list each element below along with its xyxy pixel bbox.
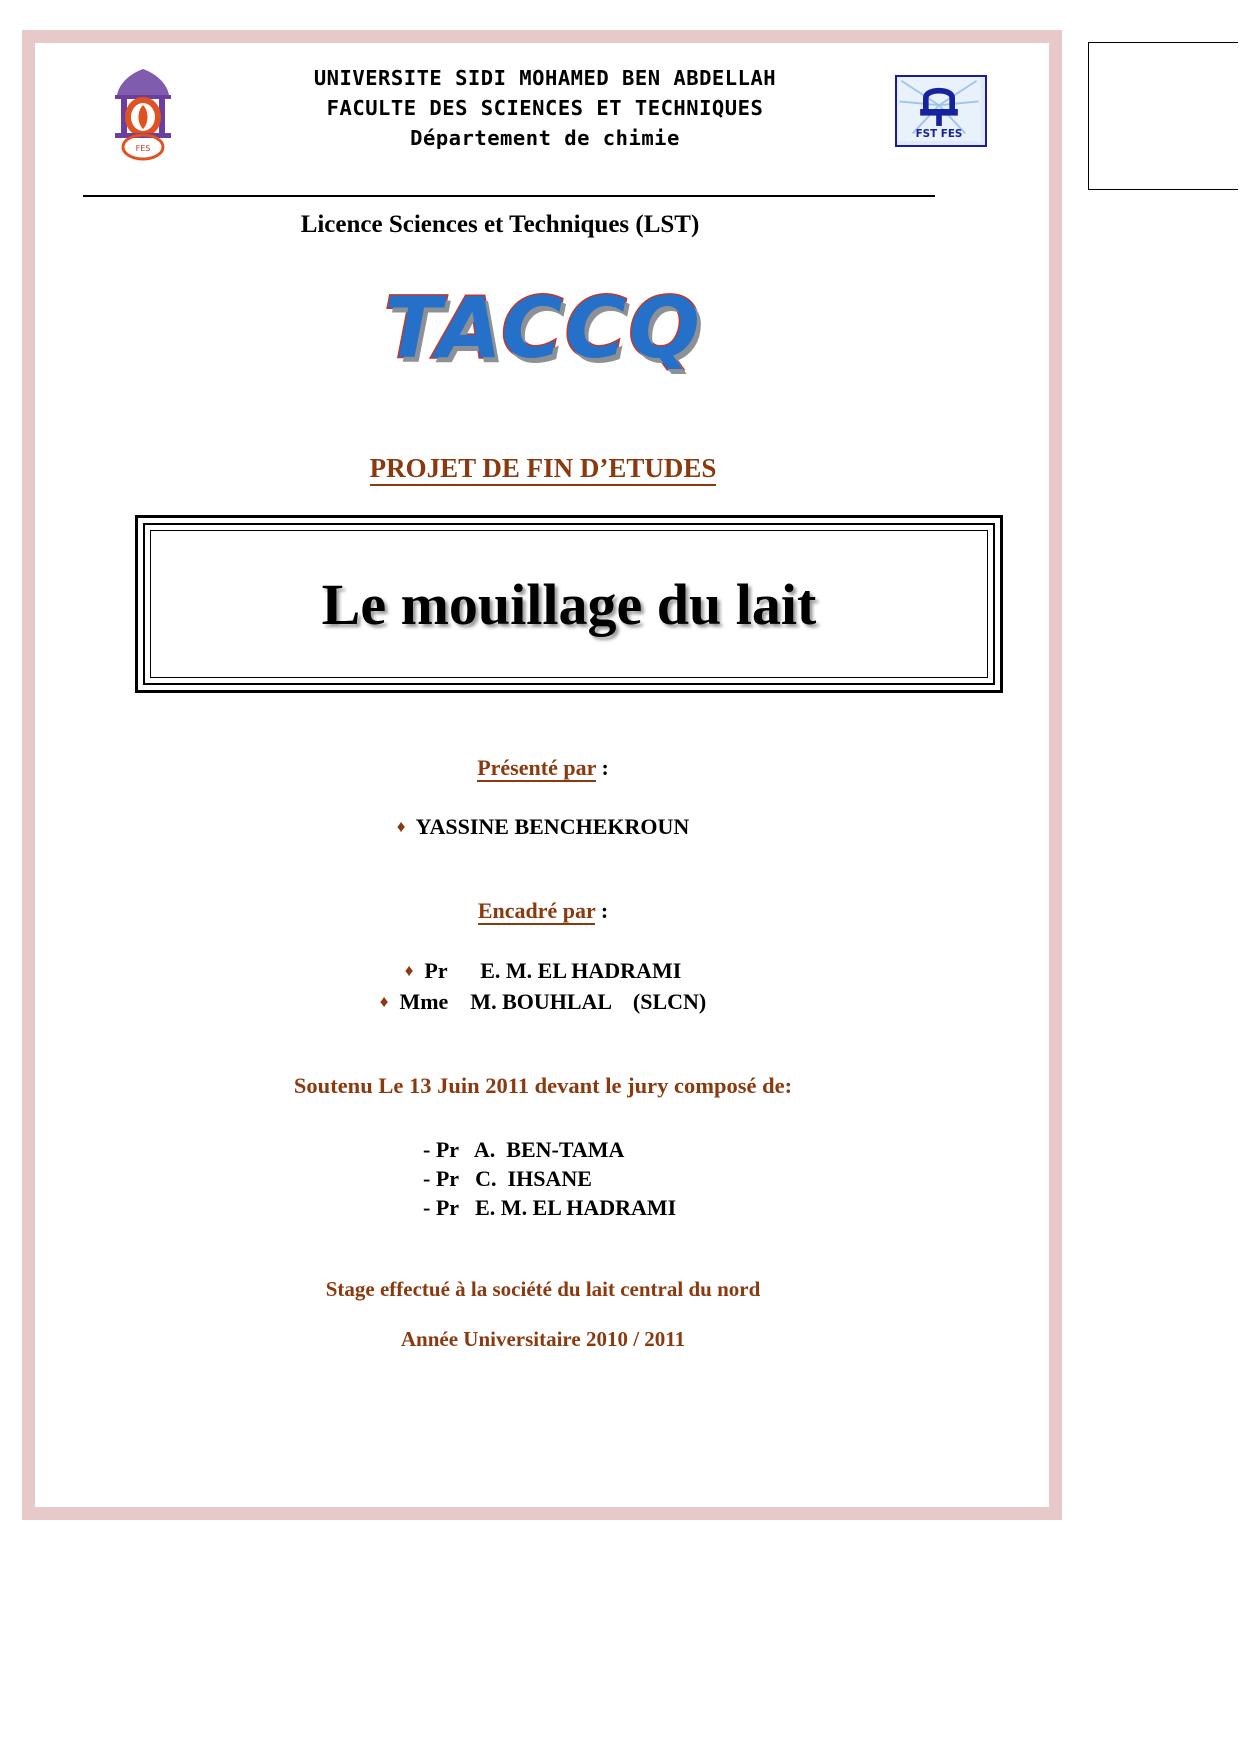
document-header (35, 43, 1049, 193)
list-item (35, 986, 1050, 1017)
title-frame-middle (143, 523, 995, 685)
list-item (35, 811, 1050, 842)
header-institution-text (215, 63, 875, 153)
supervisor-name: Mme M. BOUHLAL (SLCN) (399, 989, 707, 1014)
header-faculty: FACULTE DES SCIENCES ET TECHNIQUES (326, 96, 764, 120)
academic-year-line: Année Universitaire 2010 / 2011 (400, 1327, 686, 1351)
page-title: Le mouillage du lait (321, 571, 817, 637)
presented-by-list (35, 811, 1050, 842)
page-inner-border (34, 42, 1050, 1508)
jury-list (35, 1135, 1050, 1222)
diamond-bullet-icon: ♦ (396, 817, 406, 836)
presented-by-label-text: Présenté par (477, 755, 596, 780)
list-item: - Pr C. IHSANE (423, 1166, 592, 1191)
header-divider (83, 195, 935, 197)
presenter-name: YASSINE BENCHEKROUN (415, 814, 690, 839)
title-frame (135, 515, 1003, 693)
document-page (22, 30, 1062, 1520)
supervised-by-label-text: Encadré par (477, 898, 596, 923)
side-annotation-box (1088, 42, 1238, 190)
list-item: - Pr E. M. EL HADRAMI (423, 1195, 677, 1220)
supervisor-name: Pr E. M. EL HADRAMI (424, 958, 682, 983)
university-crest-logo (97, 65, 189, 165)
internship-line: Stage effectué à la société du lait central du nord (325, 1277, 761, 1301)
svg-text:FES: FES (135, 144, 151, 153)
project-kind (35, 453, 1050, 484)
supervised-by-colon: : (595, 898, 609, 923)
presented-by-colon: : (595, 755, 609, 780)
list-item (35, 955, 1050, 986)
diploma-line: Licence Sciences et Techniques (LST) (300, 211, 700, 238)
header-department: Département de chimie (410, 126, 680, 150)
header-university: UNIVERSITE SIDI MOHAMED BEN ABDELLAH (313, 66, 777, 90)
defense-line: Soutenu Le 13 Juin 2011 devant le jury composé de: (293, 1073, 793, 1098)
supervised-by-label (35, 898, 1050, 924)
project-kind-text: PROJET DE FIN D’ETUDES (370, 453, 717, 486)
supervised-by-list (35, 955, 1050, 1017)
title-frame-inner (150, 530, 988, 678)
presented-by-label (35, 755, 1050, 781)
fst-fes-logo-text: FST FES (915, 128, 963, 141)
taccq-wordmark: TACCQ (384, 279, 702, 377)
diamond-bullet-icon: ♦ (379, 992, 389, 1011)
list-item: - Pr A. BEN-TAMA (423, 1137, 625, 1162)
diamond-bullet-icon: ♦ (404, 961, 414, 980)
fst-fes-logo (895, 75, 987, 147)
